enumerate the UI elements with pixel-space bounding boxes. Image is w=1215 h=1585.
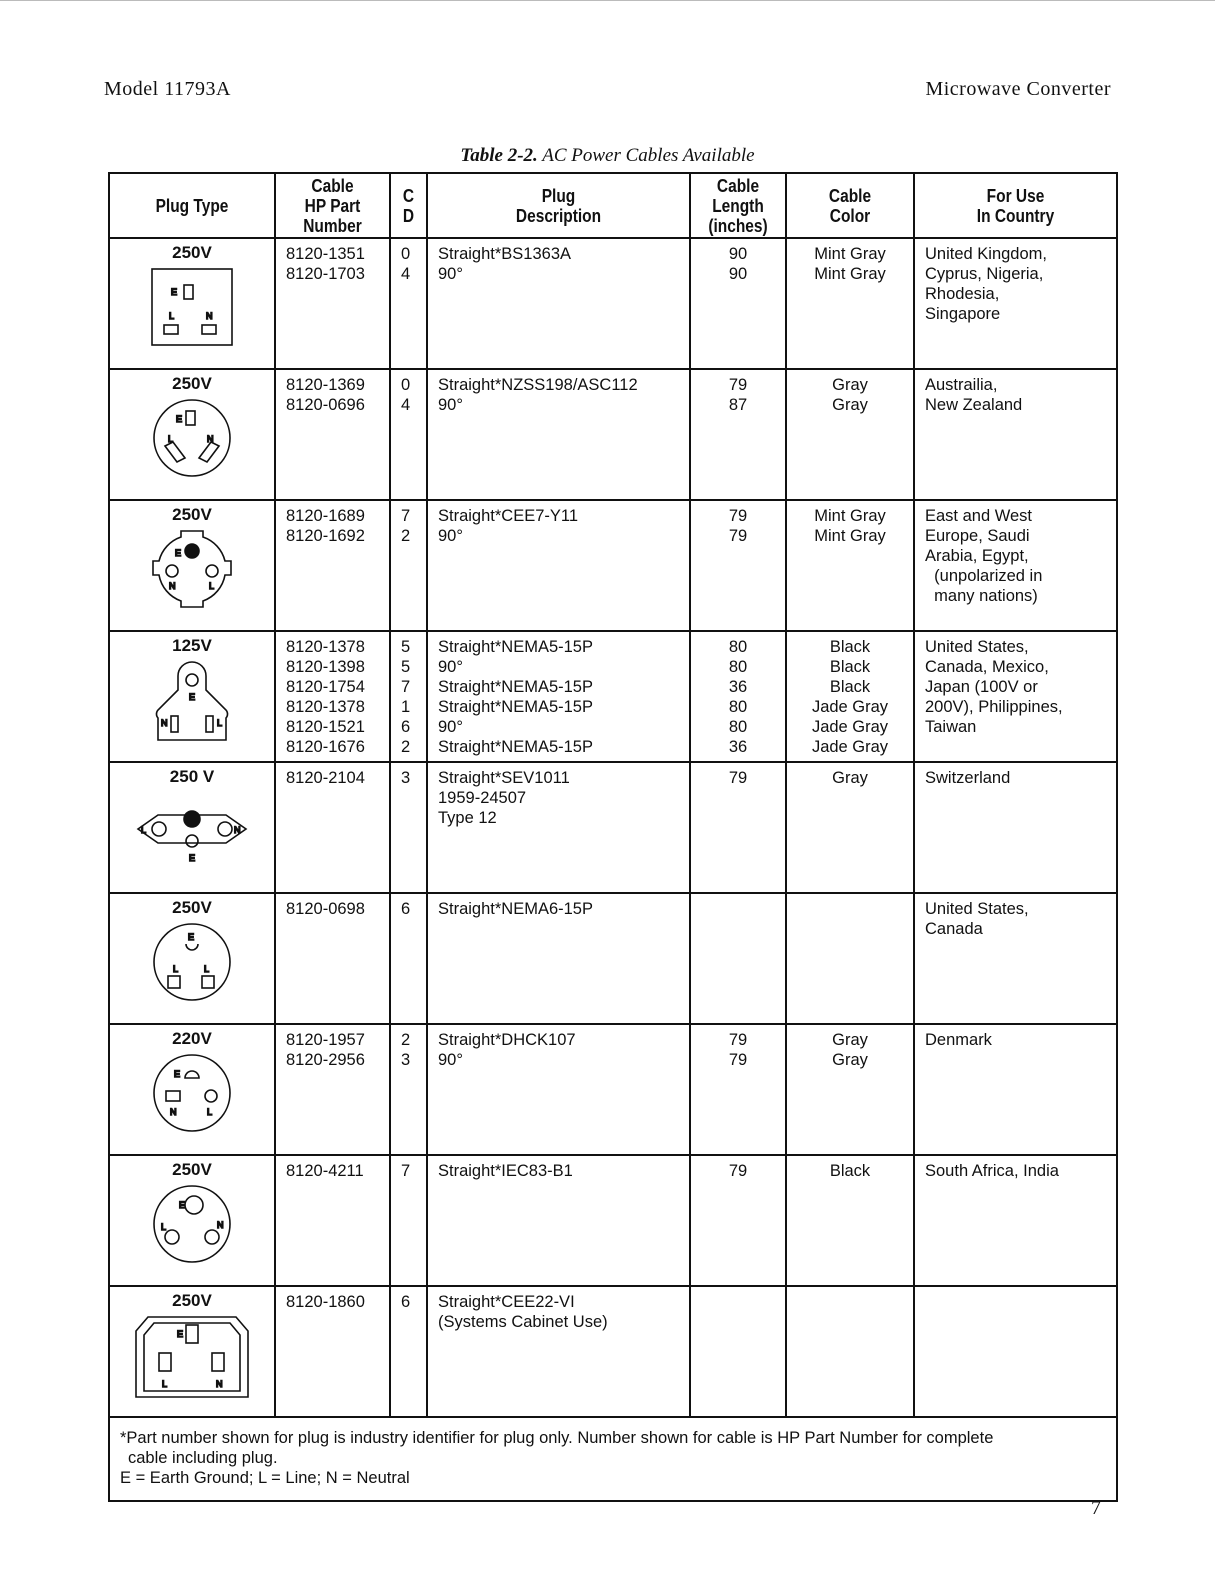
plug-letter: N	[217, 1220, 224, 1230]
plug-letter: L	[217, 718, 223, 728]
cable-length-line: 80	[728, 698, 748, 716]
part-number-line: 8120-1689	[286, 507, 365, 525]
country-line: Switzerland	[925, 769, 1011, 787]
cable-color-line: Gray	[832, 1031, 868, 1049]
cable-length-line: 79	[728, 769, 748, 787]
plug-description-line: Straight*NEMA5-15P	[438, 678, 593, 696]
cable-length-line: 79	[728, 507, 748, 525]
plug-description-cell	[427, 1155, 690, 1286]
col-header-line: HP Part	[304, 195, 361, 216]
part-number-line: 8120-1369	[286, 376, 365, 394]
plug-description-line: Straight*NEMA5-15P	[438, 638, 593, 656]
country-cell	[914, 369, 1117, 500]
cable-color-line: Mint Gray	[814, 507, 886, 525]
plug-description-cell	[427, 1286, 690, 1417]
plug-description-cell	[427, 631, 690, 762]
voltage-label: 250V	[172, 505, 212, 524]
header-model: Model 11793A	[104, 78, 231, 100]
country-cell	[914, 631, 1117, 762]
cable-length-line: 79	[728, 1031, 748, 1049]
plug-description-line: Straight*DHCK107	[438, 1031, 576, 1049]
cable-length-cell	[690, 238, 786, 369]
cable-length-cell	[690, 1024, 786, 1155]
cee22-plug-icon	[110, 1313, 274, 1401]
table-caption	[0, 145, 1215, 167]
plug-letter: L	[169, 311, 175, 321]
power-cables-table	[108, 172, 1118, 1502]
col-header-color	[795, 173, 905, 238]
country-cell	[914, 762, 1117, 893]
plug-letter: N	[169, 581, 176, 591]
part-number-line: 8120-1676	[286, 738, 365, 756]
plug-description-cell	[427, 762, 690, 893]
country-line: South Africa, India	[925, 1162, 1059, 1180]
col-header-line: C	[402, 185, 415, 206]
cable-color-cell	[786, 631, 914, 762]
part-number-line: 8120-0696	[286, 396, 365, 414]
part-number-cell	[275, 762, 390, 893]
voltage-label: 250V	[172, 374, 212, 393]
cable-color-cell	[786, 762, 914, 893]
voltage-label: 250 V	[169, 767, 215, 786]
plug-description-cell	[427, 1024, 690, 1155]
cd-line: 1	[401, 698, 411, 716]
part-number-cell	[275, 1024, 390, 1155]
cable-length-line: 36	[728, 678, 748, 696]
cd-cell	[390, 369, 427, 500]
cd-cell	[390, 631, 427, 762]
plug-letter: L	[168, 434, 174, 444]
part-number-cell	[275, 631, 390, 762]
col-header-line: Plug Type	[155, 195, 229, 216]
country-line: Japan (100V or	[925, 678, 1038, 696]
plug-type-cell	[109, 1024, 275, 1155]
col-header-line: Plug	[541, 185, 576, 206]
col-header-line: Cable	[828, 185, 872, 206]
cee7-plug-icon	[110, 527, 274, 613]
plug-description-line: Straight*IEC83-B1	[438, 1162, 573, 1180]
plug-type-cell	[109, 500, 275, 631]
plug-description-cell	[427, 500, 690, 631]
country-line: Canada	[925, 920, 983, 938]
cd-line: 6	[401, 718, 411, 736]
col-header-line: Number	[303, 215, 362, 236]
cable-length-line: 36	[728, 738, 748, 756]
part-number-line: 8120-1351	[286, 245, 365, 263]
country-cell	[914, 1155, 1117, 1286]
cd-cell	[390, 1155, 427, 1286]
voltage-label: 125V	[172, 636, 212, 655]
col-header-line: For Use	[986, 185, 1045, 206]
cable-color-line: Jade Gray	[811, 738, 889, 756]
country-line: Singapore	[925, 305, 1001, 323]
plug-letter: N	[207, 434, 214, 444]
plug-type-cell	[109, 1155, 275, 1286]
col-header-description	[445, 173, 671, 238]
footnote-line-2: cable including plug.	[128, 1449, 278, 1467]
cd-line: 2	[401, 738, 411, 756]
part-number-line: 8120-1860	[286, 1293, 365, 1311]
part-number-line: 8120-1957	[286, 1031, 365, 1049]
plug-letter: L	[161, 1222, 167, 1232]
table-row	[109, 631, 1117, 762]
caption-number: Table 2-2.	[460, 145, 538, 166]
plug-letter: E	[176, 414, 183, 424]
part-number-line: 8120-1754	[286, 678, 365, 696]
cable-length-cell	[690, 1155, 786, 1286]
nzss198-plug-icon	[110, 396, 274, 480]
top-rule	[0, 0, 1215, 1]
col-header-line: D	[402, 205, 415, 226]
cd-line: 6	[401, 1293, 411, 1311]
cable-color-cell	[786, 1024, 914, 1155]
table-row	[109, 238, 1117, 369]
cd-line: 4	[401, 396, 411, 414]
part-number-cell	[275, 500, 390, 631]
cable-color-cell	[786, 500, 914, 631]
cable-length-line: 79	[728, 376, 748, 394]
country-cell	[914, 1286, 1117, 1417]
plug-letter: E	[179, 1200, 186, 1210]
cable-length-line: 90	[728, 245, 748, 263]
voltage-label: 250V	[172, 1160, 212, 1179]
country-line: 200V), Philippines,	[925, 698, 1063, 716]
col-header-line: Color	[829, 205, 871, 226]
cable-color-line: Black	[829, 1162, 871, 1180]
part-number-line: 8120-1378	[286, 638, 365, 656]
plug-description-line: Straight*NEMA6-15P	[438, 900, 593, 918]
plug-type-cell	[109, 1286, 275, 1417]
plug-description-line: Straight*NZSS198/ASC112	[438, 376, 638, 394]
plug-description-line: 90°	[438, 658, 463, 676]
part-number-line: 8120-2104	[286, 769, 365, 787]
cable-length-line: 79	[728, 1162, 748, 1180]
country-line: United States,	[925, 638, 1029, 656]
cable-length-cell	[690, 893, 786, 1024]
cd-line: 7	[401, 678, 411, 696]
country-line: Cyprus, Nigeria,	[925, 265, 1044, 283]
plug-description-line: 1959-24507	[438, 789, 527, 807]
cd-line: 3	[401, 1051, 411, 1069]
cd-line: 0	[401, 245, 411, 263]
footnote-legend: E = Earth Ground; L = Line; N = Neutral	[120, 1469, 410, 1487]
country-line: Austrailia,	[925, 376, 998, 394]
country-line: Taiwan	[925, 718, 977, 736]
cable-color-cell	[786, 238, 914, 369]
country-line: United Kingdom,	[925, 245, 1047, 263]
plug-type-cell	[109, 238, 275, 369]
plug-letter: L	[207, 1107, 213, 1117]
cd-line: 5	[401, 638, 411, 656]
cd-line: 7	[401, 507, 411, 525]
plug-letter: E	[189, 853, 196, 863]
country-line: (unpolarized in	[925, 567, 1043, 585]
plug-description-line: Straight*NEMA5-15P	[438, 698, 593, 716]
table-row	[109, 1024, 1117, 1155]
plug-letter: N	[206, 311, 213, 321]
plug-type-cell	[109, 762, 275, 893]
plug-letter: L	[204, 964, 210, 974]
plug-description-line: Straight*SEV1011	[438, 769, 570, 787]
cd-line: 4	[401, 265, 411, 283]
caption-title: AC Power Cables Available	[542, 145, 755, 166]
nema6-15p-plug-icon	[110, 920, 274, 1004]
cable-length-line: 80	[728, 718, 748, 736]
cable-color-line: Gray	[832, 376, 868, 394]
part-number-cell	[275, 1286, 390, 1417]
country-line: Europe, Saudi	[925, 527, 1030, 545]
plug-description-line: (Systems Cabinet Use)	[438, 1313, 608, 1331]
plug-description-line: Straight*BS1363A	[438, 245, 572, 263]
part-number-line: 8120-1378	[286, 698, 365, 716]
country-cell	[914, 238, 1117, 369]
col-header-length	[697, 173, 780, 238]
cable-color-line: Black	[829, 658, 871, 676]
plug-letter: L	[141, 825, 147, 835]
dhck107-plug-icon	[110, 1051, 274, 1135]
voltage-label: 250V	[172, 1291, 212, 1310]
plug-description-line: Type 12	[438, 809, 497, 827]
plug-letter: E	[189, 692, 196, 702]
country-line: Canada, Mexico,	[925, 658, 1049, 676]
footnote-line-1: *Part number shown for plug is industry identifier for plug only. Number shown for cable is HP Part Number for complete	[120, 1429, 994, 1447]
part-number-line: 8120-1398	[286, 658, 365, 676]
table-row	[109, 762, 1117, 893]
cd-line: 2	[401, 527, 411, 545]
cable-length-line: 87	[728, 396, 748, 414]
country-line: Arabia, Egypt,	[925, 547, 1029, 565]
plug-type-cell	[109, 631, 275, 762]
cable-color-line: Mint Gray	[814, 527, 886, 545]
plug-letter: N	[234, 825, 241, 835]
plug-description-line: 90°	[438, 527, 463, 545]
part-number-line: 8120-1692	[286, 527, 365, 545]
col-header-plug-type	[121, 173, 264, 238]
plug-letter: E	[188, 932, 195, 942]
cable-color-line: Jade Gray	[811, 718, 889, 736]
page-number: 7	[1091, 1497, 1101, 1519]
plug-letter: N	[170, 1107, 177, 1117]
country-line: Denmark	[925, 1031, 992, 1049]
part-number-cell	[275, 893, 390, 1024]
table-row	[109, 1155, 1117, 1286]
cable-color-cell	[786, 1155, 914, 1286]
col-header-line: Cable	[716, 175, 760, 196]
cable-color-line: Gray	[832, 1051, 868, 1069]
plug-letter: N	[216, 1379, 223, 1389]
cable-length-line: 80	[728, 658, 748, 676]
cable-length-cell	[690, 500, 786, 631]
cable-color-cell	[786, 1286, 914, 1417]
cd-line: 0	[401, 376, 411, 394]
plug-letter: N	[161, 718, 168, 728]
cable-color-cell	[786, 369, 914, 500]
table-header-row	[109, 173, 1117, 238]
country-line: New Zealand	[925, 396, 1023, 414]
part-number-cell	[275, 238, 390, 369]
part-number-cell	[275, 1155, 390, 1286]
table-row	[109, 893, 1117, 1024]
plug-letter: E	[171, 287, 178, 297]
country-line: East and West	[925, 507, 1033, 525]
cable-length-cell	[690, 1286, 786, 1417]
col-header-country	[928, 173, 1103, 238]
col-header-part-number	[283, 173, 382, 238]
table-row	[109, 1286, 1117, 1417]
cd-line: 3	[401, 769, 411, 787]
cable-length-cell	[690, 369, 786, 500]
plug-description-cell	[427, 369, 690, 500]
cd-cell	[390, 1024, 427, 1155]
header-title: Microwave Converter	[925, 78, 1111, 100]
cd-cell	[390, 893, 427, 1024]
cd-cell	[390, 500, 427, 631]
plug-description-cell	[427, 238, 690, 369]
col-header-line: Length	[712, 195, 764, 216]
cable-color-line: Black	[829, 678, 871, 696]
country-line: many nations)	[925, 587, 1038, 605]
table-row	[109, 500, 1117, 631]
col-header-cd	[393, 173, 425, 238]
cable-length-cell	[690, 762, 786, 893]
cable-color-line: Black	[829, 638, 871, 656]
cable-length-line: 90	[728, 265, 748, 283]
part-number-line: 8120-1703	[286, 265, 365, 283]
bs1363-plug-icon	[110, 265, 274, 349]
voltage-label: 250V	[172, 243, 212, 262]
nema5-15p-plug-icon	[110, 658, 274, 750]
col-header-line: In Country	[976, 205, 1055, 226]
plug-description-line: 90°	[438, 396, 463, 414]
cable-color-line: Jade Gray	[811, 698, 889, 716]
cable-color-line: Gray	[832, 769, 868, 787]
cable-color-cell	[786, 893, 914, 1024]
plug-letter: E	[174, 1069, 181, 1079]
plug-description-line: Straight*NEMA5-15P	[438, 738, 593, 756]
sev1011-plug-icon	[110, 789, 274, 873]
country-cell	[914, 500, 1117, 631]
cd-line: 5	[401, 658, 411, 676]
voltage-label: 250V	[172, 898, 212, 917]
part-number-line: 8120-2956	[286, 1051, 365, 1069]
plug-letter: L	[209, 581, 215, 591]
plug-letter: E	[177, 1329, 184, 1339]
cable-length-line: 79	[728, 1051, 748, 1069]
footnote	[109, 1417, 1117, 1501]
col-header-line: Description	[515, 205, 602, 226]
plug-description-line: Straight*CEE22-VI	[438, 1293, 575, 1311]
cable-color-line: Mint Gray	[814, 265, 886, 283]
cd-line: 7	[401, 1162, 411, 1180]
col-header-line: (inches)	[708, 215, 768, 236]
plug-type-cell	[109, 369, 275, 500]
plug-description-line: 90°	[438, 1051, 463, 1069]
plug-letter: E	[175, 548, 182, 558]
country-cell	[914, 1024, 1117, 1155]
country-cell	[914, 893, 1117, 1024]
part-number-line: 8120-4211	[286, 1162, 364, 1180]
cable-length-line: 79	[728, 527, 748, 545]
cd-cell	[390, 238, 427, 369]
country-line: Rhodesia,	[925, 285, 1000, 303]
part-number-cell	[275, 369, 390, 500]
table-row	[109, 369, 1117, 500]
plug-description-line: 90°	[438, 265, 463, 283]
iec83-b1-plug-icon	[110, 1182, 274, 1266]
footnote-row	[109, 1417, 1117, 1501]
part-number-line: 8120-1521	[286, 718, 365, 736]
plug-type-cell	[109, 893, 275, 1024]
cd-cell	[390, 1286, 427, 1417]
cd-line: 2	[401, 1031, 411, 1049]
plug-description-line: 90°	[438, 718, 463, 736]
cable-color-line: Mint Gray	[814, 245, 886, 263]
part-number-line: 8120-0698	[286, 900, 365, 918]
plug-description-line: Straight*CEE7-Y11	[438, 507, 579, 525]
cable-color-line: Gray	[832, 396, 868, 414]
country-line: United States,	[925, 900, 1029, 918]
plug-description-cell	[427, 893, 690, 1024]
voltage-label: 220V	[172, 1029, 212, 1048]
cd-cell	[390, 762, 427, 893]
cable-length-line: 80	[728, 638, 748, 656]
plug-letter: L	[173, 964, 179, 974]
cable-length-cell	[690, 631, 786, 762]
cd-line: 6	[401, 900, 411, 918]
plug-letter: L	[162, 1379, 168, 1389]
col-header-line: Cable	[311, 175, 354, 196]
